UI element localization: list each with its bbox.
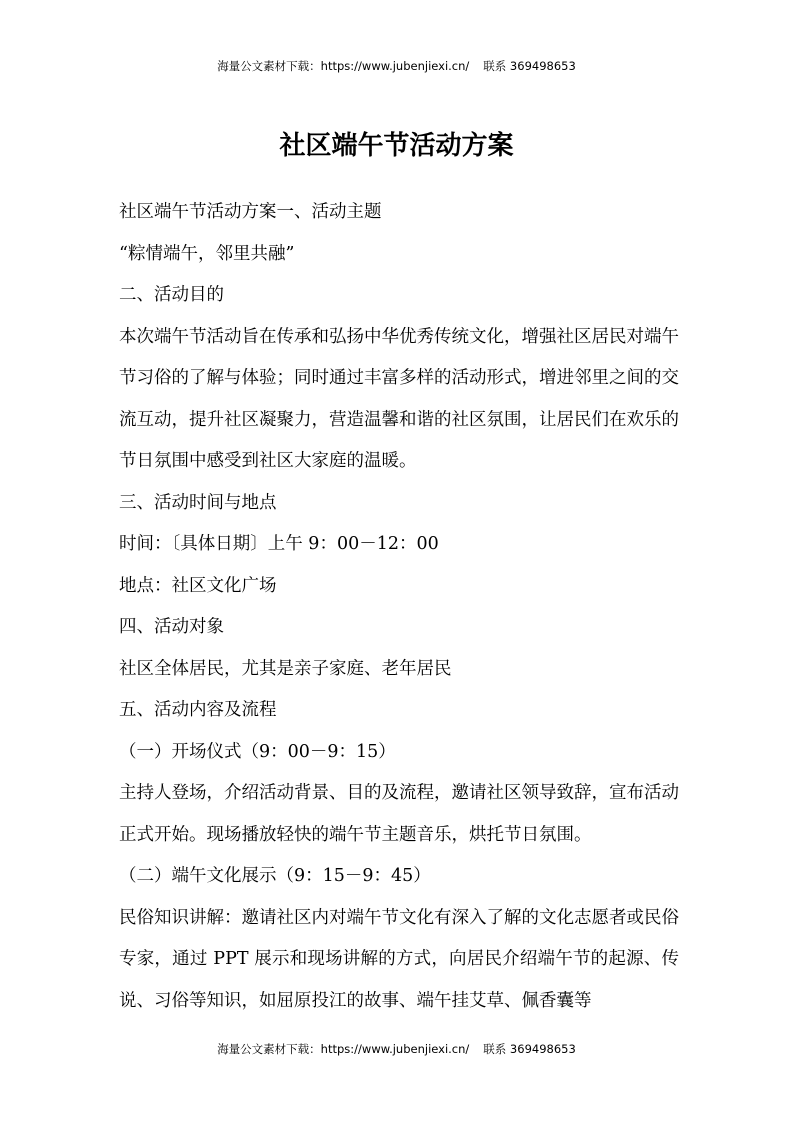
paragraph-audience: 社区全体居民，尤其是亲子家庭、老年居民 xyxy=(119,658,452,679)
paragraph-theme-heading: 社区端午节活动方案一、活动主题 xyxy=(119,202,382,222)
subsection-heading-opening: （一）开场仪式（9：00－9：15） xyxy=(119,741,396,762)
paragraph-theme: “粽情端午，邻里共融” xyxy=(119,243,295,264)
header-download-label: 海量公文素材下载：https://www.jubenjiexi.cn/ xyxy=(217,59,470,73)
document-body xyxy=(119,192,679,1022)
subsection-heading-culture: （二）端午文化展示（9：15－9：45） xyxy=(119,866,431,886)
paragraph-culture: 民俗知识讲解：邀请社区内对端午节文化有深入了解的文化志愿者或民俗专家，通过 PPT 展示和现场讲解的方式，向居民介绍端午节的起源、传说、习俗等知识，如屈原投江的故事、端午挂艾草、佩香囊等 xyxy=(119,907,679,1011)
section-heading-purpose: 二、活动目的 xyxy=(119,285,224,305)
section-heading-audience: 四、活动对象 xyxy=(119,617,224,637)
header-contact: 联系 369498653 xyxy=(483,59,576,73)
paragraph-place: 地点：社区文化广场 xyxy=(119,575,277,596)
paragraph-time: 时间：〔具体日期〕上午 9：00－12：00 xyxy=(119,534,439,554)
page-footer xyxy=(0,1041,793,1057)
section-heading-content: 五、活动内容及流程 xyxy=(119,700,277,720)
footer-contact: 联系 369498653 xyxy=(483,1042,576,1056)
paragraph-purpose: 本次端午节活动旨在传承和弘扬中华优秀传统文化，增强社区居民对端午节习俗的了解与体验；同时通过丰富多样的活动形式，增进邻里之间的交流互动，提升社区凝聚力，营造温馨和谐的社区氛围，让居民们在欢乐的节日氛围中感受到社区大家庭的温暖。 xyxy=(119,326,679,471)
paragraph-opening: 主持人登场，介绍活动背景、目的及流程，邀请社区领导致辞，宣布活动正式开始。现场播放轻快的端午节主题音乐，烘托节日氛围。 xyxy=(119,783,679,845)
document-title: 社区端午节活动方案 xyxy=(279,131,514,161)
footer-download-label: 海量公文素材下载：https://www.jubenjiexi.cn/ xyxy=(217,1042,470,1056)
page-header xyxy=(0,58,793,74)
section-heading-time-place: 三、活动时间与地点 xyxy=(119,492,277,513)
